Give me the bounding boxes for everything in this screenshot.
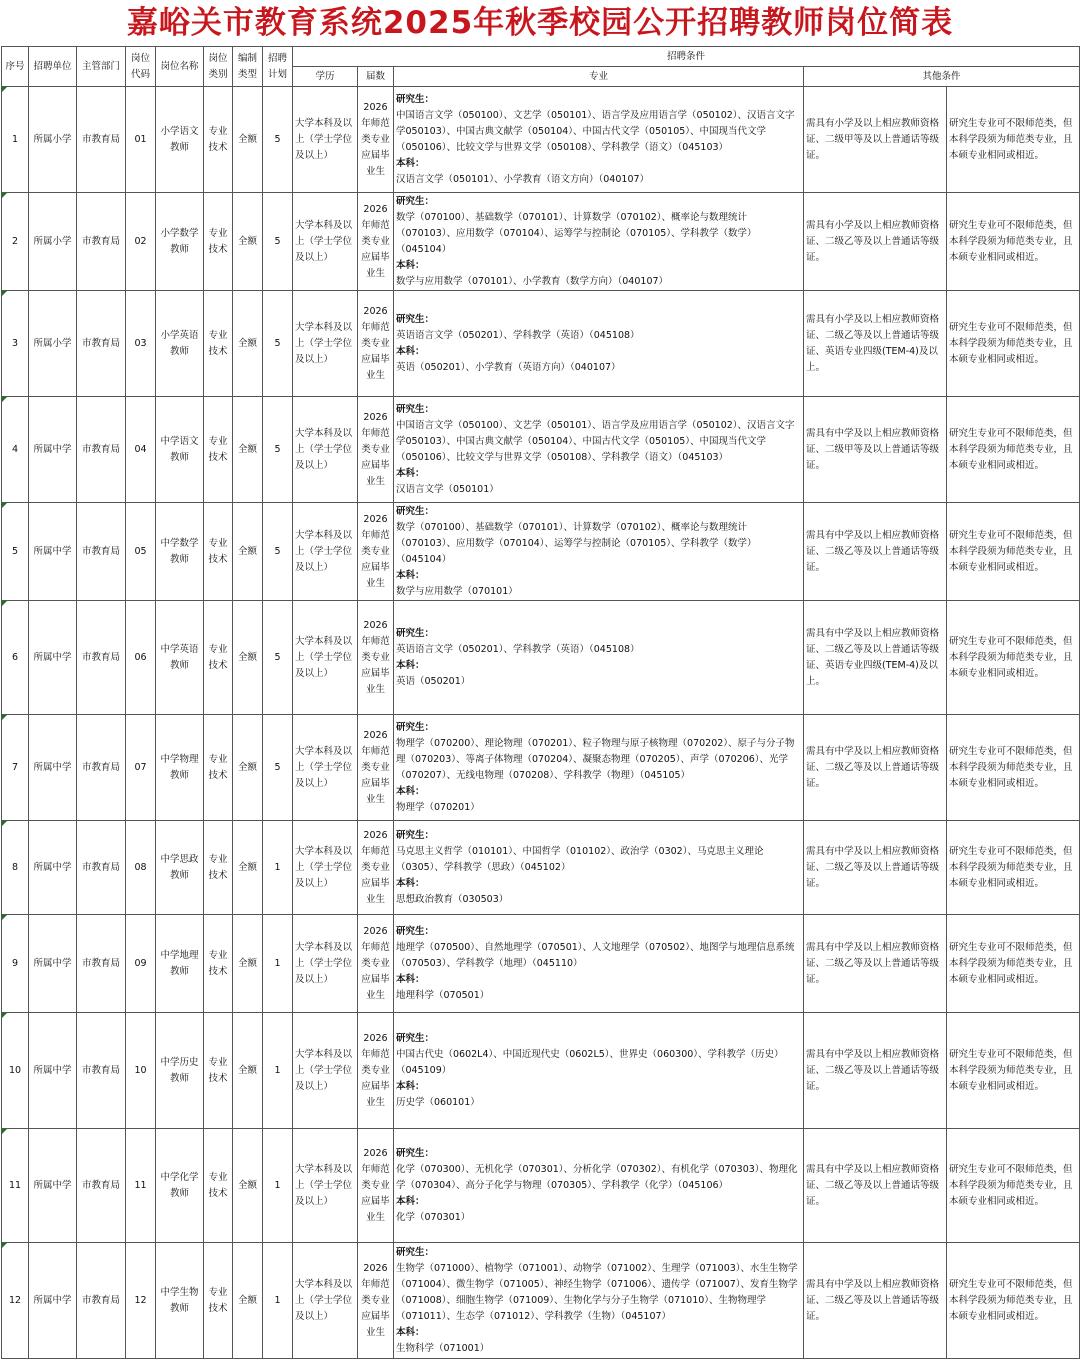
cell-note: 研究生专业可不限师范类，但本科学段须为师范类专业，且本硕专业相同或相近。 [947,1243,1080,1359]
cell-note: 研究生专业可不限师范类，但本科学段须为师范类专业，且本硕专业相同或相近。 [947,397,1080,503]
cell-seq: 8 [2,821,29,915]
cell-category: 专业技术 [204,1013,233,1129]
cell-unit: 所属中学 [29,601,77,715]
cell-qualification: 需具有中学及以上相应教师资格证、二级乙等及以上普通话等级证。 [804,1243,947,1359]
cell-qualification: 需具有小学及以上相应教师资格证、二级乙等及以上普通话等级证、英语专业四级(TEM-4)及以上。 [804,291,947,397]
cell-unit: 所属小学 [29,291,77,397]
grad-majors: 中国语言文学（050100）、文艺学（050101）、语言学及应用语言学（050102）、汉语言文字学050103）、中国古典文献学（050104）、中国古代文学（050105）、中国现当代文学（050106）、比较文学与世界文学（050108）、学科教学（语文）（045103） [396,109,795,153]
cell-cohort: 2026年师范类专业应届毕业生 [358,915,394,1013]
cell-cohort: 2026年师范类专业应届毕业生 [358,1243,394,1359]
cell-qualification: 需具有小学及以上相应教师资格证、二级乙等及以上普通话等级证。 [804,193,947,291]
header-major: 专业 [394,67,804,87]
grad-label: 研究生： [396,1246,435,1258]
grad-majors: 英语语言文学（050201）、学科教学（英语）（045108） [396,329,640,341]
cell-seq: 11 [2,1129,29,1243]
cell-education: 大学本科及以上（学士学位及以上） [293,397,358,503]
ug-majors: 英语（050201）、小学教育（英语方向）（040107） [396,361,621,373]
grad-majors: 中国古代史（0602L4）、中国近现代史（0602L5）、世界史（060300）、学科教学（历史）（045109） [396,1048,784,1076]
cell-major [394,291,804,397]
cell-position-name: 小学数学教师 [156,193,204,291]
cell-position-name: 小学英语教师 [156,291,204,397]
cell-code: 10 [126,1013,156,1129]
cell-seq: 7 [2,715,29,821]
header-plan: 招聘计划 [263,47,293,87]
cell-qualification: 需具有中学及以上相应教师资格证、二级乙等及以上普通话等级证。 [804,715,947,821]
table-row [2,87,1080,193]
cell-seq: 3 [2,291,29,397]
cell-category: 专业技术 [204,87,233,193]
cell-plan: 5 [263,397,293,503]
cell-note: 研究生专业可不限师范类，但本科学段须为师范类专业，且本硕专业相同或相近。 [947,821,1080,915]
cell-qualification: 需具有中学及以上相应教师资格证、二级甲等及以上普通话等级证。 [804,397,947,503]
cell-seq: 12 [2,1243,29,1359]
cell-cohort: 2026年师范类专业应届毕业生 [358,601,394,715]
cell-qualification: 需具有小学及以上相应教师资格证、二级甲等及以上普通话等级证。 [804,87,947,193]
cell-code: 12 [126,1243,156,1359]
table-row [2,821,1080,915]
cell-major [394,1243,804,1359]
header-unit: 招聘单位 [29,47,77,87]
cell-note: 研究生专业可不限师范类，但本科学段须为师范类专业，且本硕专业相同或相近。 [947,715,1080,821]
header-seq: 序号 [2,47,29,87]
cell-position-name: 中学数学教师 [156,503,204,601]
grad-label: 研究生： [396,195,435,207]
ug-majors: 汉语言文学（050101） [396,483,499,495]
grad-majors: 化学（070300）、无机化学（070301）、分析化学（070302）、有机化学（070303）、物理化学（070304）、高分子化学与物理（070305）、学科教学（化学）（045106） [396,1163,798,1191]
grad-label: 研究生： [396,925,435,937]
grad-label: 研究生： [396,93,435,105]
table-row [2,601,1080,715]
table-row [2,915,1080,1013]
cell-code: 07 [126,715,156,821]
cell-dept: 市教育局 [77,1129,126,1243]
cell-dept: 市教育局 [77,915,126,1013]
cell-code: 04 [126,397,156,503]
cell-dept: 市教育局 [77,1243,126,1359]
ug-label: 本科： [396,877,425,889]
cell-note: 研究生专业可不限师范类，但本科学段须为师范类专业，且本硕专业相同或相近。 [947,1013,1080,1129]
cell-plan: 1 [263,1013,293,1129]
table-row [2,291,1080,397]
cell-staffing: 全额 [233,291,263,397]
cell-category: 专业技术 [204,601,233,715]
cell-qualification: 需具有中学及以上相应教师资格证、二级乙等及以上普通话等级证。 [804,915,947,1013]
cell-code: 03 [126,291,156,397]
table-row [2,1243,1080,1359]
ug-label: 本科： [396,345,425,357]
cell-dept: 市教育局 [77,397,126,503]
cell-major [394,193,804,291]
grad-majors: 中国语言文学（050100）、文艺学（050101）、语言学及应用语言学（050102）、汉语言文字学050103）、中国古典文献学（050104）、中国古代文学（050105）、中国现当代文学（050106）、比较文学与世界文学（050108）、学科教学（语文）（045103） [396,419,795,463]
cell-education: 大学本科及以上（学士学位及以上） [293,503,358,601]
cell-code: 08 [126,821,156,915]
header-conditions: 招聘条件 [293,47,1080,67]
cell-qualification: 需具有中学及以上相应教师资格证、二级乙等及以上普通话等级证。 [804,1129,947,1243]
header-education: 学历 [293,67,358,87]
ug-label: 本科： [396,259,425,271]
grad-majors: 物理学（070200）、理论物理（070201）、粒子物理与原子核物理（070202）、原子与分子物理（070203）、等离子体物理（070204）、凝聚态物理（070205）、声学（070206）、光学（070207）、无线电物理（070208）、学科教学（物理）（045105） [396,737,795,781]
cell-category: 专业技术 [204,1129,233,1243]
cell-cohort: 2026年师范类专业应届毕业生 [358,715,394,821]
cell-major [394,503,804,601]
cell-category: 专业技术 [204,503,233,601]
cell-seq: 9 [2,915,29,1013]
cell-cohort: 2026年师范类专业应届毕业生 [358,87,394,193]
cell-education: 大学本科及以上（学士学位及以上） [293,1129,358,1243]
cell-note: 研究生专业可不限师范类，但本科学段须为师范类专业，且本硕专业相同或相近。 [947,193,1080,291]
cell-seq: 2 [2,193,29,291]
cell-cohort: 2026年师范类专业应届毕业生 [358,503,394,601]
ug-majors: 数学与应用数学（070101） [396,585,518,597]
page-title: 嘉峪关市教育系统2025年秋季校园公开招聘教师岗位简表 [126,5,954,41]
cell-unit: 所属中学 [29,915,77,1013]
cell-major [394,601,804,715]
cell-code: 01 [126,87,156,193]
cell-note: 研究生专业可不限师范类，但本科学段须为师范类专业，且本硕专业相同或相近。 [947,503,1080,601]
ug-majors: 历史学（060101） [396,1096,480,1108]
positions-table [1,46,1080,1359]
cell-category: 专业技术 [204,397,233,503]
cell-staffing: 全额 [233,821,263,915]
cell-education: 大学本科及以上（学士学位及以上） [293,715,358,821]
cell-position-name: 中学语文教师 [156,397,204,503]
cell-cohort: 2026年师范类专业应届毕业生 [358,193,394,291]
table-row [2,1013,1080,1129]
ug-label: 本科： [396,785,425,797]
cell-category: 专业技术 [204,715,233,821]
cell-plan: 5 [263,503,293,601]
cell-plan: 1 [263,1129,293,1243]
cell-note: 研究生专业可不限师范类，但本科学段须为师范类专业，且本硕专业相同或相近。 [947,87,1080,193]
cell-code: 11 [126,1129,156,1243]
grad-majors: 数学（070100）、基础数学（070101）、计算数学（070102）、概率论与数理统计（070103）、应用数学（070104）、运筹学与控制论（070105）、学科教学（数学）（045104） [396,521,757,565]
grad-label: 研究生： [396,829,435,841]
cell-education: 大学本科及以上（学士学位及以上） [293,821,358,915]
cell-category: 专业技术 [204,1243,233,1359]
grad-label: 研究生： [396,313,435,325]
ug-majors: 汉语言文学（050101）、小学教育（语文方向）（040107） [396,173,650,185]
header-code: 岗位代码 [126,47,156,87]
ug-majors: 物理学（070201） [396,801,480,813]
cell-code: 06 [126,601,156,715]
cell-dept: 市教育局 [77,821,126,915]
cell-qualification: 需具有中学及以上相应教师资格证、二级乙等及以上普通话等级证。 [804,821,947,915]
ug-label: 本科： [396,1195,425,1207]
header-other: 其他条件 [804,67,1080,87]
header-name: 岗位名称 [156,47,204,87]
cell-position-name: 中学化学教师 [156,1129,204,1243]
cell-staffing: 全额 [233,1129,263,1243]
ug-majors: 生物科学（071001） [396,1342,490,1354]
grad-majors: 马克思主义哲学（010101）、中国哲学（010102）、政治学（0302）、马克思主义理论（0305）、学科教学（思政）（045102） [396,845,764,873]
cell-cohort: 2026年师范类专业应届毕业生 [358,821,394,915]
cell-code: 02 [126,193,156,291]
cell-plan: 1 [263,915,293,1013]
grad-label: 研究生： [396,1032,435,1044]
cell-category: 专业技术 [204,193,233,291]
cell-education: 大学本科及以上（学士学位及以上） [293,193,358,291]
cell-plan: 1 [263,821,293,915]
ug-label: 本科： [396,1326,425,1338]
grad-label: 研究生： [396,721,435,733]
cell-plan: 5 [263,87,293,193]
cell-seq: 5 [2,503,29,601]
cell-education: 大学本科及以上（学士学位及以上） [293,1013,358,1129]
grad-majors: 地理学（070500）、自然地理学（070501）、人文地理学（070502）、地图学与地理信息系统（070503）、学科教学（地理）（045110） [396,941,795,969]
ug-majors: 化学（070301） [396,1211,471,1223]
cell-position-name: 中学英语教师 [156,601,204,715]
cell-position-name: 中学历史教师 [156,1013,204,1129]
header-dept: 主管部门 [77,47,126,87]
cell-qualification: 需具有中学及以上相应教师资格证、二级乙等及以上普通话等级证。 [804,503,947,601]
cell-cohort: 2026年师范类专业应届毕业生 [358,1013,394,1129]
cell-major [394,1129,804,1243]
cell-position-name: 中学地理教师 [156,915,204,1013]
ug-majors: 地理科学（070501） [396,989,490,1001]
header-category: 岗位类别 [204,47,233,87]
ug-label: 本科： [396,659,425,671]
cell-unit: 所属小学 [29,193,77,291]
cell-code: 09 [126,915,156,1013]
ug-label: 本科： [396,1080,425,1092]
table-row [2,715,1080,821]
cell-category: 专业技术 [204,821,233,915]
cell-note: 研究生专业可不限师范类，但本科学段须为师范类专业，且本硕专业相同或相近。 [947,601,1080,715]
header-cohort: 届数 [358,67,394,87]
table-row [2,193,1080,291]
cell-major [394,1013,804,1129]
cell-dept: 市教育局 [77,193,126,291]
cell-staffing: 全额 [233,87,263,193]
cell-dept: 市教育局 [77,291,126,397]
cell-staffing: 全额 [233,715,263,821]
cell-qualification: 需具有中学及以上相应教师资格证、二级乙等及以上普通话等级证。 [804,1013,947,1129]
grad-majors: 英语语言文学（050201）、学科教学（英语）（045108） [396,643,640,655]
ug-label: 本科： [396,973,425,985]
cell-unit: 所属小学 [29,87,77,193]
cell-major [394,715,804,821]
cell-seq: 6 [2,601,29,715]
cell-position-name: 中学物理教师 [156,715,204,821]
cell-plan: 5 [263,291,293,397]
ug-label: 本科： [396,467,425,479]
cell-staffing: 全额 [233,601,263,715]
cell-education: 大学本科及以上（学士学位及以上） [293,87,358,193]
ug-majors: 思想政治教育（030503） [396,893,509,905]
cell-note: 研究生专业可不限师范类，但本科学段须为师范类专业，且本硕专业相同或相近。 [947,915,1080,1013]
table-row [2,397,1080,503]
cell-category: 专业技术 [204,915,233,1013]
grad-label: 研究生： [396,627,435,639]
cell-note: 研究生专业可不限师范类，但本科学段须为师范类专业，且本硕专业相同或相近。 [947,291,1080,397]
cell-dept: 市教育局 [77,87,126,193]
cell-education: 大学本科及以上（学士学位及以上） [293,601,358,715]
grad-label: 研究生： [396,403,435,415]
cell-unit: 所属中学 [29,1129,77,1243]
cell-seq: 1 [2,87,29,193]
cell-note: 研究生专业可不限师范类，但本科学段须为师范类专业，且本硕专业相同或相近。 [947,1129,1080,1243]
grad-majors: 生物学（071000）、植物学（071001）、动物学（071002）、生理学（071003）、水生生物学（071004）、微生物学（071005）、神经生物学（071006）、遗传学（071007）、发育生物学（071008）、细胞生物学（071009）、生物化学与分子生物学（071010）、生物物理学（071011）、生态学（071012）、学科教学（生物）（045107） [396,1262,798,1322]
cell-position-name: 中学生物教师 [156,1243,204,1359]
cell-education: 大学本科及以上（学士学位及以上） [293,915,358,1013]
ug-label: 本科： [396,157,425,169]
table-body [2,87,1080,1359]
cell-staffing: 全额 [233,193,263,291]
cell-dept: 市教育局 [77,601,126,715]
ug-majors: 数学与应用数学（070101）、小学教育（数学方向）（040107） [396,275,669,287]
cell-cohort: 2026年师范类专业应届毕业生 [358,1129,394,1243]
cell-dept: 市教育局 [77,715,126,821]
cell-cohort: 2026年师范类专业应届毕业生 [358,291,394,397]
ug-label: 本科： [396,569,425,581]
cell-major [394,821,804,915]
cell-staffing: 全额 [233,397,263,503]
cell-cohort: 2026年师范类专业应届毕业生 [358,397,394,503]
cell-position-name: 中学思政教师 [156,821,204,915]
cell-position-name: 小学语文教师 [156,87,204,193]
cell-plan: 1 [263,1243,293,1359]
cell-unit: 所属中学 [29,503,77,601]
cell-staffing: 全额 [233,503,263,601]
cell-staffing: 全额 [233,1243,263,1359]
cell-dept: 市教育局 [77,503,126,601]
cell-unit: 所属中学 [29,1013,77,1129]
cell-plan: 5 [263,715,293,821]
cell-staffing: 全额 [233,1013,263,1129]
grad-majors: 数学（070100）、基础数学（070101）、计算数学（070102）、概率论与数理统计（070103）、应用数学（070104）、运筹学与控制论（070105）、学科教学（数学）（045104） [396,211,757,255]
cell-unit: 所属中学 [29,821,77,915]
cell-staffing: 全额 [233,915,263,1013]
cell-seq: 4 [2,397,29,503]
ug-majors: 英语（050201） [396,675,471,687]
cell-seq: 10 [2,1013,29,1129]
cell-category: 专业技术 [204,291,233,397]
cell-major [394,915,804,1013]
cell-education: 大学本科及以上（学士学位及以上） [293,291,358,397]
grad-label: 研究生： [396,1147,435,1159]
cell-education: 大学本科及以上（学士学位及以上） [293,1243,358,1359]
grad-label: 研究生： [396,505,435,517]
table-row [2,503,1080,601]
cell-plan: 5 [263,601,293,715]
cell-major [394,87,804,193]
cell-major [394,397,804,503]
table-row [2,1129,1080,1243]
cell-code: 05 [126,503,156,601]
cell-unit: 所属中学 [29,397,77,503]
cell-unit: 所属中学 [29,715,77,821]
cell-qualification: 需具有中学及以上相应教师资格证、二级乙等及以上普通话等级证、英语专业四级(TEM-4)及以上。 [804,601,947,715]
cell-plan: 5 [263,193,293,291]
cell-unit: 所属中学 [29,1243,77,1359]
header-staffing: 编制类型 [233,47,263,87]
cell-dept: 市教育局 [77,1013,126,1129]
